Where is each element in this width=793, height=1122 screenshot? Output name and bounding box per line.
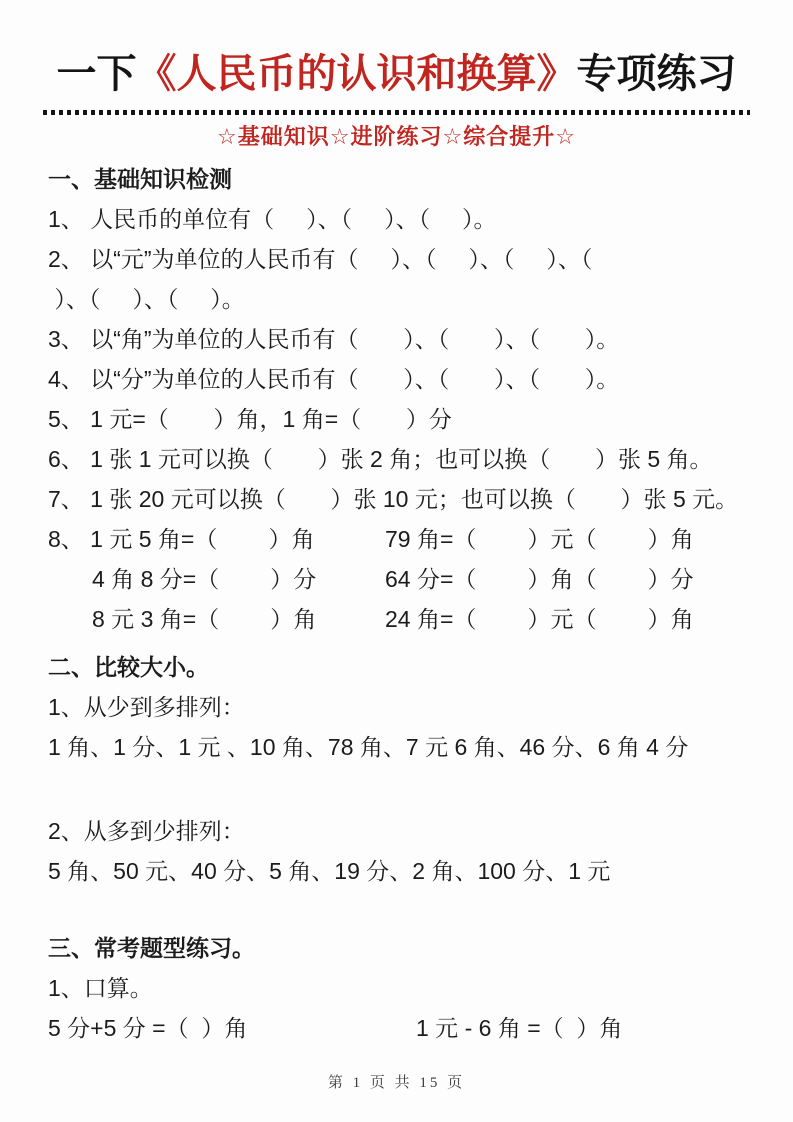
dotted-divider [43, 110, 750, 115]
question-line: 1、 人民币的单位有（ ）、（ ）、（ ）。 [48, 206, 497, 232]
sort-descending-items: 5 角、50 元、40 分、5 角、19 分、2 角、100 分、1 元 [48, 858, 611, 884]
page-title [0, 42, 793, 99]
section-3-heading: 三、常考题型练习。 [48, 935, 255, 961]
page-number-footer: 第 1 页 共 15 页 [327, 1075, 466, 1091]
sort-descending-label: 2、从多到少排列： [48, 818, 245, 844]
conversion-right: 24 角=（ ）元（ ）角 [385, 606, 694, 632]
blank-space [48, 767, 753, 811]
title-prefix: 一下 [56, 52, 137, 96]
conversion-right: 64 分=（ ）角（ ）分 [385, 566, 694, 592]
conversion-row [48, 599, 753, 639]
worksheet-header [0, 0, 793, 151]
section-2-heading: 二、比较大小。 [48, 654, 209, 680]
conversion-left: 8、 1 元 5 角=（ ）角 [48, 526, 315, 552]
section-1-heading: 一、基础知识检测 [48, 166, 232, 192]
sort-ascending-label: 1、从少到多排列： [48, 694, 245, 720]
oral-calc-left: 5 分+5 分 =（ ）角 [48, 1015, 248, 1041]
page-subtitle: ☆基础知识☆进阶练习☆综合提升☆ [217, 124, 576, 149]
question-line-continuation: ）、（ ）、（ ）。 [48, 286, 245, 312]
question-line: 2、 以“元”为单位的人民币有（ ）、（ ）、（ ）、（ [48, 246, 593, 272]
oral-calc-label: 1、口算。 [48, 975, 153, 1001]
conversion-right: 79 角=（ ）元（ ）角 [385, 526, 694, 552]
question-line: 6、 1 张 1 元可以换（ ）张 2 角；也可以换（ ）张 5 角。 [48, 446, 713, 472]
blank-space [48, 891, 753, 928]
oral-calc-right: 1 元 - 6 角 =（ ）角 [416, 1015, 623, 1041]
conversion-row [48, 519, 753, 559]
conversion-left: 4 角 8 分=（ ）分 [92, 566, 317, 592]
question-line: 7、 1 张 20 元可以换（ ）张 10 元；也可以换（ ）张 5 元。 [48, 486, 739, 512]
sort-ascending-items: 1 角、1 分、1 元 、10 角、78 角、7 元 6 角、46 分、6 角 4 分 [48, 734, 689, 760]
worksheet-body [0, 151, 793, 1048]
question-line: 3、 以“角”为单位的人民币有（ ）、（ ）、（ ）。 [48, 326, 620, 352]
conversion-row [48, 559, 753, 599]
conversion-left: 8 元 3 角=（ ）角 [92, 606, 317, 632]
title-suffix: 专项练习 [576, 52, 737, 96]
oral-calc-row [48, 1008, 753, 1048]
question-line: 4、 以“分”为单位的人民币有（ ）、（ ）、（ ）。 [48, 366, 620, 392]
title-highlight: 《人民币的认识和换算》 [136, 52, 577, 96]
question-line: 5、 1 元=（ ）角，1 角=（ ）分 [48, 406, 452, 432]
